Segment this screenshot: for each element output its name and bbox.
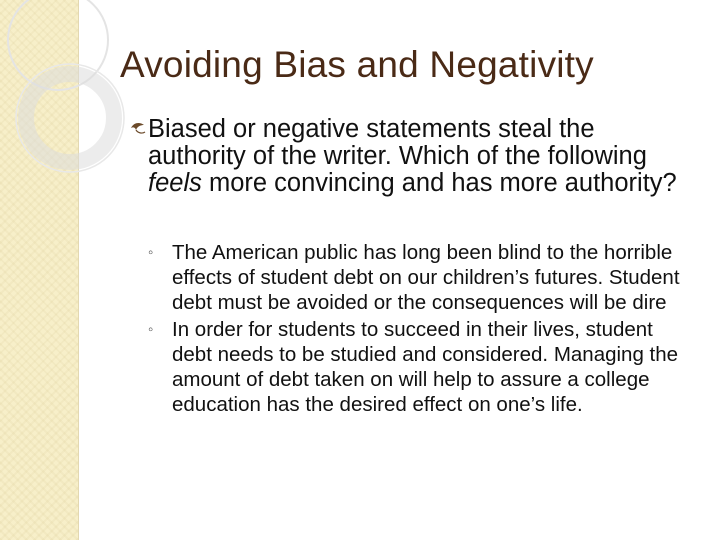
sub-bullet-item <box>148 240 696 315</box>
main-bullet-emphasis: feels <box>148 169 202 197</box>
slide-title: Avoiding Bias and Negativity <box>120 44 594 85</box>
sub-bullet-marker-icon: ◦ <box>148 321 154 338</box>
main-bullet-text <box>128 116 698 197</box>
sub-bullet-item <box>148 317 696 417</box>
main-bullet-text-end: more convincing and has more authority? <box>201 169 677 197</box>
main-bullet <box>128 116 698 197</box>
main-bullet-text-start: Biased or negative statements steal the authority of the writer. Which of the following <box>148 115 647 170</box>
thick-ring <box>26 74 114 162</box>
sub-bullet-list <box>148 240 696 419</box>
fleuron-icon <box>128 116 148 140</box>
sub-bullet-text: The American public has long been blind to the horrible effects of student debt on our children’s futures. Student debt must be avoided or the consequences will be dire <box>172 241 680 314</box>
sub-bullet-text: In order for students to succeed in their lives, student debt needs to be studied and considered. Managing the amount of debt taken on will help to assure a college education has the desired effect on one’s life. <box>172 318 679 416</box>
sub-bullet-marker-icon: ◦ <box>148 244 154 261</box>
